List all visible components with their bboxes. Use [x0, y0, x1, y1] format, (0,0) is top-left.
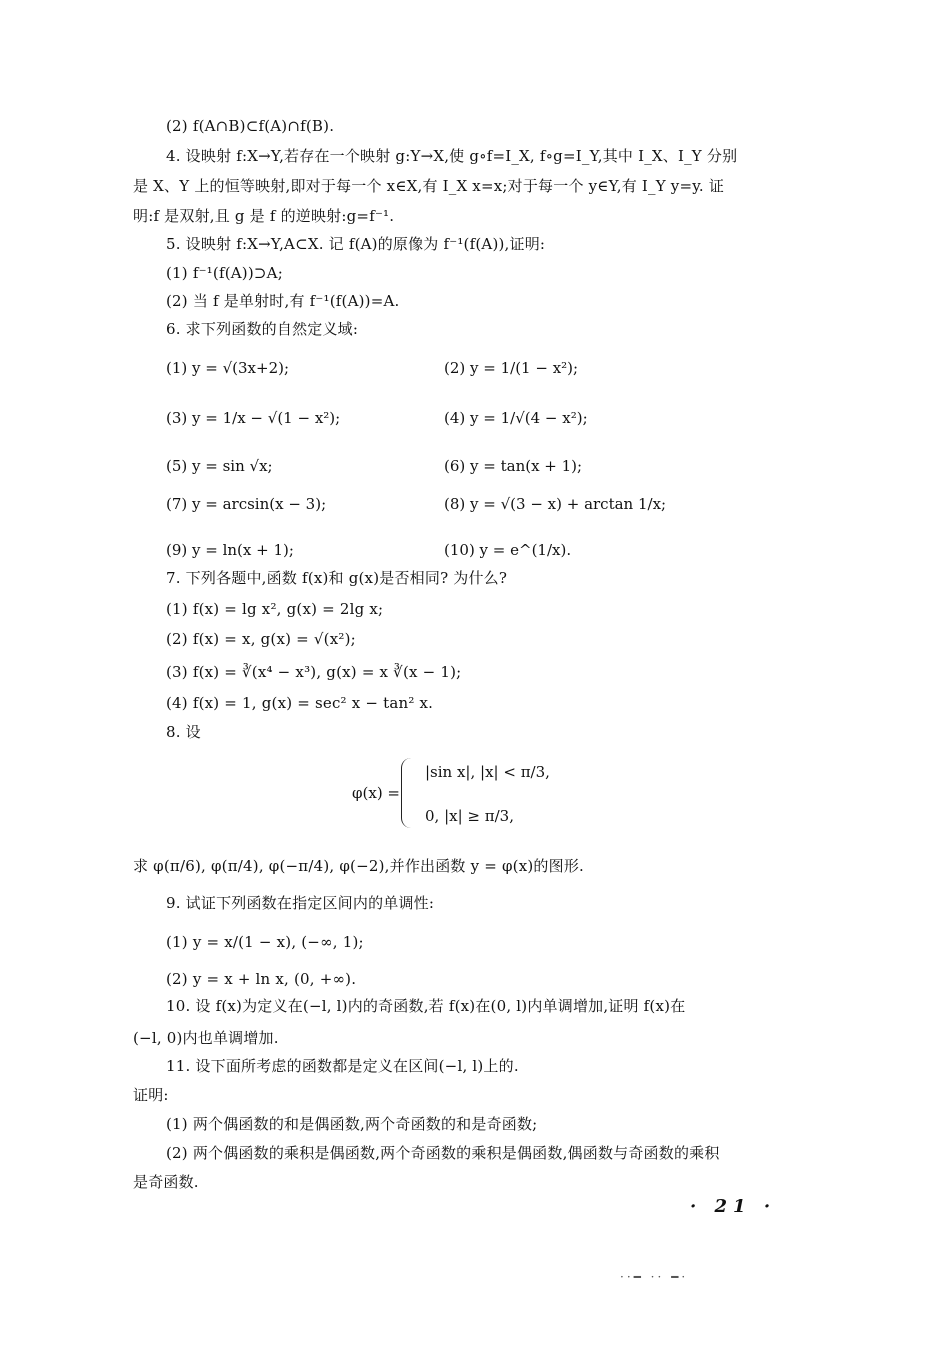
exercise-9-stem: 9. 试证下列函数在指定区间内的单调性: [166, 894, 435, 912]
exercise-7-part-1: (1) f(x) = lg x², g(x) = 2lg x; [166, 600, 384, 618]
exercise-7-part-4: (4) f(x) = 1, g(x) = sec² x − tan² x. [166, 694, 434, 712]
exercise-5-part-1: (1) f⁻¹(f(A))⊃A; [166, 264, 283, 282]
page-number: · 21 · [690, 1196, 777, 1217]
exercise-4-line-3: 明:f 是双射,且 g 是 f 的逆映射:g=f⁻¹. [133, 207, 395, 225]
exercise-8-question: 求 φ(π/6), φ(π/4), φ(−π/4), φ(−2),并作出函数 y = φ(x)的图形. [133, 857, 585, 875]
exercise-6-item-8: (8) y = √(3 − x) + arctan 1/x; [444, 495, 667, 513]
exercise-5-part-2: (2) 当 f 是单射时,有 f⁻¹(f(A))=A. [166, 292, 400, 310]
exercise-11-part-2-line-1: (2) 两个偶函数的乘积是偶函数,两个奇函数的乘积是偶函数,偶函数与奇函数的乘积 [166, 1144, 720, 1162]
exercise-11-part-2-line-2: 是奇函数. [133, 1173, 199, 1191]
exercise-10-line-1: 10. 设 f(x)为定义在(−l, l)内的奇函数,若 f(x)在(0, l)内单调增加,证明 f(x)在 [166, 997, 686, 1015]
exercise-9-part-1: (1) y = x/(1 − x), (−∞, 1); [166, 933, 364, 951]
exercise-7-part-2: (2) f(x) = x, g(x) = √(x²); [166, 630, 356, 648]
piecewise-case-2: 0, |x| ≥ π/3, [425, 807, 514, 825]
exercise-6-item-1: (1) y = √(3x+2); [166, 359, 290, 377]
exercise-11-proof-label: 证明: [133, 1086, 169, 1104]
exercise-6-item-9: (9) y = ln(x + 1); [166, 541, 294, 559]
exercise-11-part-1: (1) 两个偶函数的和是偶函数,两个奇函数的和是奇函数; [166, 1115, 538, 1133]
piecewise-case-1: |sin x|, |x| < π/3, [425, 763, 550, 781]
exercise-6-item-2: (2) y = 1/(1 − x²); [444, 359, 579, 377]
piecewise-lhs: φ(x) = [352, 784, 401, 802]
exercise-6-item-7: (7) y = arcsin(x − 3); [166, 495, 327, 513]
exercise-9-part-2: (2) y = x + ln x, (0, +∞). [166, 970, 357, 988]
exercise-6-item-3: (3) y = 1/x − √(1 − x²); [166, 409, 341, 427]
exercise-6-item-5: (5) y = sin √x; [166, 457, 273, 475]
scan-marks: ··━ ·· ━· [620, 1270, 689, 1284]
exercise-3-part-2: (2) f(A∩B)⊂f(A)∩f(B). [166, 117, 335, 135]
exercise-6-item-4: (4) y = 1/√(4 − x²); [444, 409, 588, 427]
exercise-4-line-2: 是 X、Y 上的恒等映射,即对于每一个 x∈X,有 I_X x=x;对于每一个 y∈Y,有 I_Y y=y. 证 [133, 177, 725, 195]
exercise-7-stem: 7. 下列各题中,函数 f(x)和 g(x)是否相同? 为什么? [166, 569, 508, 587]
exercise-7-part-3: (3) f(x) = ∛(x⁴ − x³), g(x) = x ∛(x − 1); [166, 663, 462, 681]
exercise-4-line-1: 4. 设映射 f:X→Y,若存在一个映射 g:Y→X,使 g∘f=I_X, f∘g=I_Y,其中 I_X、I_Y 分别 [166, 147, 738, 165]
exercise-8-stem: 8. 设 [166, 723, 201, 741]
exercise-11-stem: 11. 设下面所考虑的函数都是定义在区间(−l, l)上的. [166, 1057, 519, 1075]
exercise-6-item-10: (10) y = e^(1/x). [444, 541, 572, 559]
exercise-6-stem: 6. 求下列函数的自然定义域: [166, 320, 359, 338]
exercise-5-stem: 5. 设映射 f:X→Y,A⊂X. 记 f(A)的原像为 f⁻¹(f(A)),证明: [166, 235, 546, 253]
piecewise-brace [401, 758, 416, 828]
exercise-10-line-2: (−l, 0)内也单调增加. [133, 1029, 279, 1047]
exercise-6-item-6: (6) y = tan(x + 1); [444, 457, 583, 475]
